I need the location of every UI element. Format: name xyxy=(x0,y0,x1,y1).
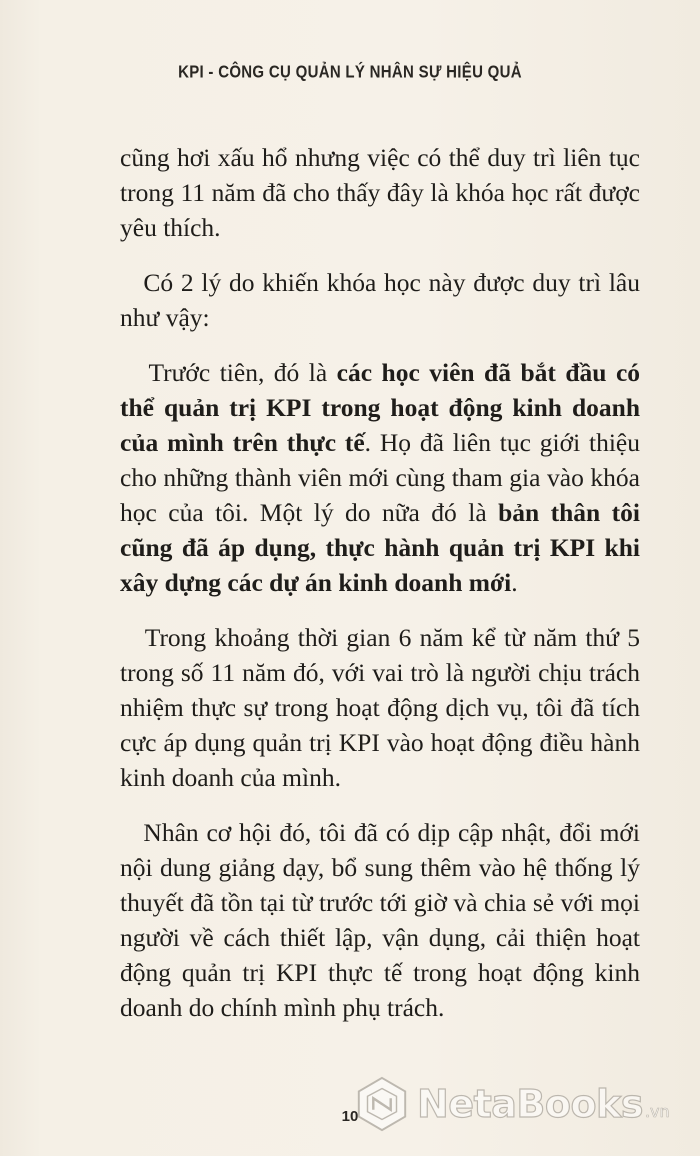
paragraph-5-text: Nhân cơ hội đó, tôi đã có dịp cập nhật, đổi mới nội dung giảng dạy, bổ sung thêm vào hệ thống lý thuyết đã tồn tại từ trước tới giờ và chia sẻ với mọi người về cách thiết lập, vận dụng, cải thiện hoạt động quản trị KPI thực tế trong hoạt động kinh doanh do chính mình phụ trách. xyxy=(120,818,640,1022)
watermark-brand: NetaBooks xyxy=(417,1082,643,1126)
running-header: KPI - CÔNG CỤ QUẢN LÝ NHÂN SỰ HIỆU QUẢ xyxy=(178,62,522,83)
paragraph-2-text: Có 2 lý do khiến khóa học này được duy trì lâu như vậy: xyxy=(120,268,640,332)
paragraph-3-middle: . Họ đã liên tục giới thiệu cho những thành viên mới cùng tham gia vào khóa học của tôi. Một lý do nữa đó là xyxy=(120,428,640,527)
paragraph-3-bold-1: các học viên đã bắt đầu có thể quản trị KPI trong hoạt động kinh doanh của mình trên thực tế xyxy=(120,358,641,457)
paragraph-3 xyxy=(120,355,640,600)
paragraph-3-bold-2: bản thân tôi cũng đã áp dụng, thực hành quản trị KPI khi xây dựng các dự án kinh doanh mới xyxy=(120,498,640,597)
netabooks-logo-icon xyxy=(353,1075,411,1133)
watermark-suffix: .vn xyxy=(644,1101,670,1121)
body-text xyxy=(120,140,640,1045)
paragraph-5 xyxy=(120,815,640,1025)
paragraph-4 xyxy=(120,620,640,795)
watermark xyxy=(353,1072,670,1136)
paragraph-1: cũng hơi xấu hổ nhưng việc có thể duy trì liên tục trong 11 năm đã cho thấy đây là khóa học rất được yêu thích. xyxy=(120,143,640,242)
paragraph-3-end: . xyxy=(511,568,518,597)
paragraph-2 xyxy=(120,265,640,335)
paragraph-4-text: Trong khoảng thời gian 6 năm kể từ năm thứ 5 trong số 11 năm đó, với vai trò là người chịu trách nhiệm thực sự trong hoạt động dịch vụ, tôi đã tích cực áp dụng quản trị KPI vào hoạt động điều hành kinh doanh của mình. xyxy=(120,623,641,792)
paragraph-3-intro: Trước tiên, đó là xyxy=(148,358,337,387)
page-number: 10 xyxy=(341,1108,359,1125)
